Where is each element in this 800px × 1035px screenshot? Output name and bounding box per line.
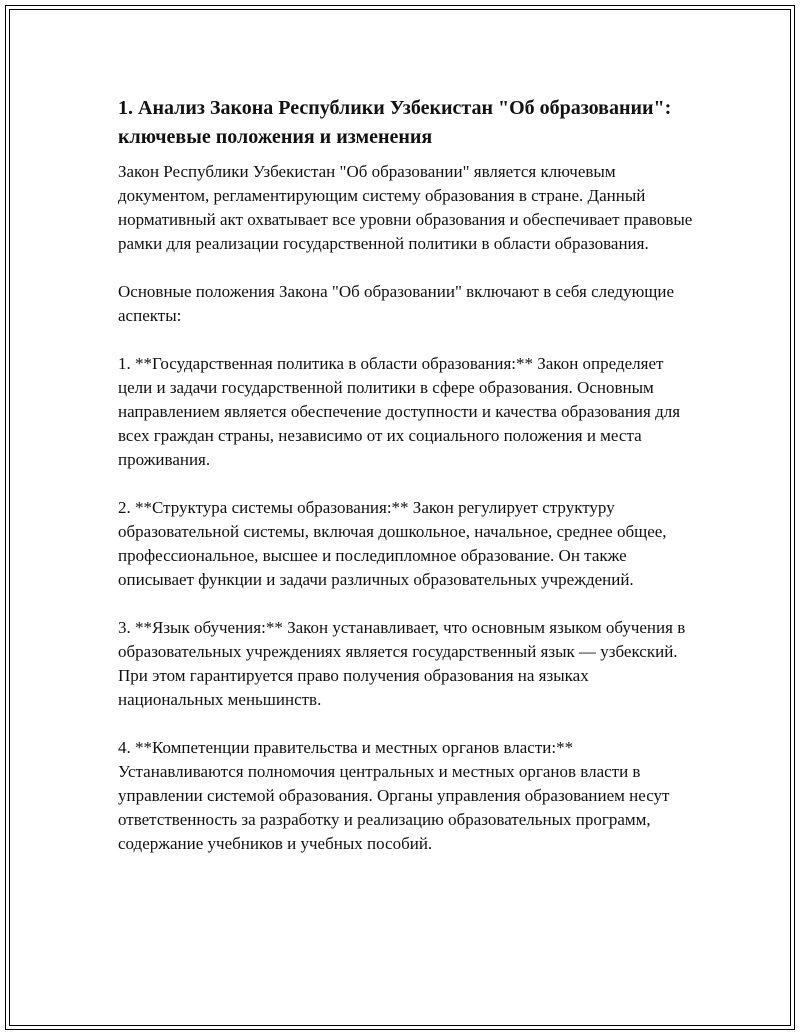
paragraph-aspects-lead: Основные положения Закона "Об образовании" включают в себя следующие аспекты: <box>118 282 675 325</box>
document-body <box>118 94 698 880</box>
list-item-language: 3. **Язык обучения:** Закон устанавливает, что основным языком обучения в образовательных учреждениях является государственный язык — узбекский. При этом гарантируется право получения образования на языках национальных меньшинств. <box>118 618 686 709</box>
list-item-competences: 4. **Компетенции правительства и местных органов власти:** Устанавливаются полномочия центральных и местных органов власти в управлении системой образования. Органы управления образованием несут ответственность за разработку и реализацию образовательных программ, содержание учебников и учебных пособий. <box>118 738 670 853</box>
list-item-system-structure: 2. **Структура системы образования:** Закон регулирует структуру образовательной системы, включая дошкольное, начальное, среднее общее, профессиональное, высшее и последипломное образование. Он также описывает функции и задачи различных образовательных учреждений. <box>118 498 667 589</box>
section-heading: 1. Анализ Закона Республики Узбекистан "Об образовании": ключевые положения и изменения <box>118 97 672 148</box>
paragraph-intro: Закон Республики Узбекистан "Об образовании" является ключевым документом, регламентирующим систему образования в стране. Данный нормативный акт охватывает все уровни образования и обеспечивает правовые рамки для реализации государственной политики в области образования. <box>118 162 693 253</box>
list-item-state-policy: 1. **Государственная политика в области образования:** Закон определяет цели и задачи государственной политики в сфере образования. Основным направлением является обеспечение доступности и качества образования для всех граждан страны, независимо от их социального положения и места проживания. <box>118 354 681 469</box>
